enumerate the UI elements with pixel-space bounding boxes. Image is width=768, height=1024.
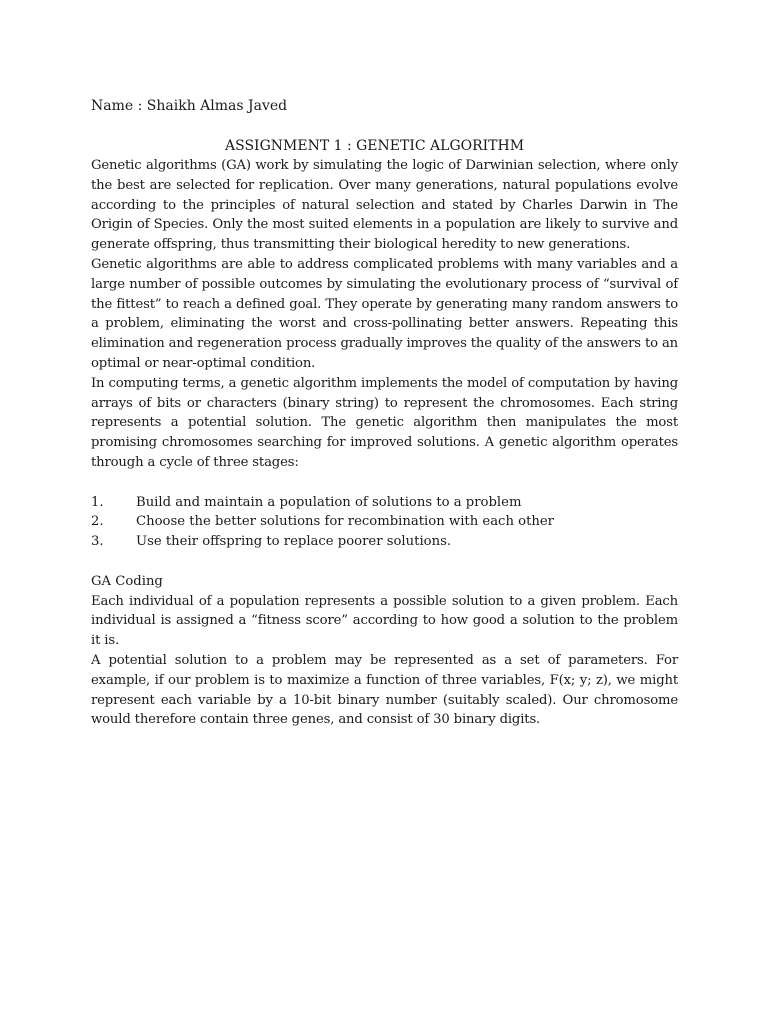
section-heading-ga-coding: GA Coding — [91, 573, 163, 589]
author-name: Name : Shaikh Almas Javed — [91, 98, 288, 114]
stages-list — [91, 493, 678, 552]
paragraph-individual: Each individual of a population represents a possible solution to a given problem. Each individual is assigned a “fitness score” according to how good a solution to the problem it is. — [91, 593, 678, 649]
paragraph-intro: Genetic algorithms (GA) work by simulating the logic of Darwinian selection, where only the best are selected for replication. Over many generations, natural populations evolve according to the principles of natural selection and stated by Charles Darwin in The Origin of Species. Only the most suited elements in a population are likely to survive and generate offspring, thus transmitting their biological heredity to new generations. — [91, 158, 678, 253]
stage-number: 2. — [91, 514, 104, 530]
assignment-title: ASSIGNMENT 1 : GENETIC ALGORITHM — [225, 138, 525, 154]
paragraph-computing: In computing terms, a genetic algorithm implements the model of computation by having arrays of bits or characters (binary string) to represent the chromosomes. Each string represents a potential solution. The genetic algorithm then manipulates the most promising chromosomes searching for improved solutions. A genetic algorithm operates through a cycle of three stages: — [91, 375, 678, 470]
stage-text: Choose the better solutions for recombination with each other — [136, 514, 554, 530]
stage-item — [91, 532, 678, 552]
stage-text: Use their offspring to replace poorer solutions. — [136, 534, 452, 550]
paragraph-survival: Genetic algorithms are able to address complicated problems with many variables and a large number of possible outcomes by simulating the evolutionary process of “survival of the fittest” to reach a defined goal. They operate by generating many random answers to a problem, eliminating the worst and cross-pollinating better answers. Repeating this elimination and regeneration process gradually improves the quality of the answers to an optimal or near-optimal condition. — [91, 256, 678, 371]
stage-item — [91, 512, 678, 532]
stage-number: 1. — [91, 494, 104, 510]
document-content — [91, 96, 678, 730]
stage-text: Build and maintain a population of solutions to a problem — [136, 494, 522, 510]
stage-item — [91, 493, 678, 513]
paragraph-representation: A potential solution to a problem may be represented as a set of parameters. For example, if our problem is to maximize a function of three variables, F(x; y; z), we might represent each variable by a 10-bit binary number (suitably scaled). Our chromosome would therefore contain three genes, and consist of 30 binary digits. — [91, 652, 678, 728]
stage-number: 3. — [91, 534, 104, 550]
